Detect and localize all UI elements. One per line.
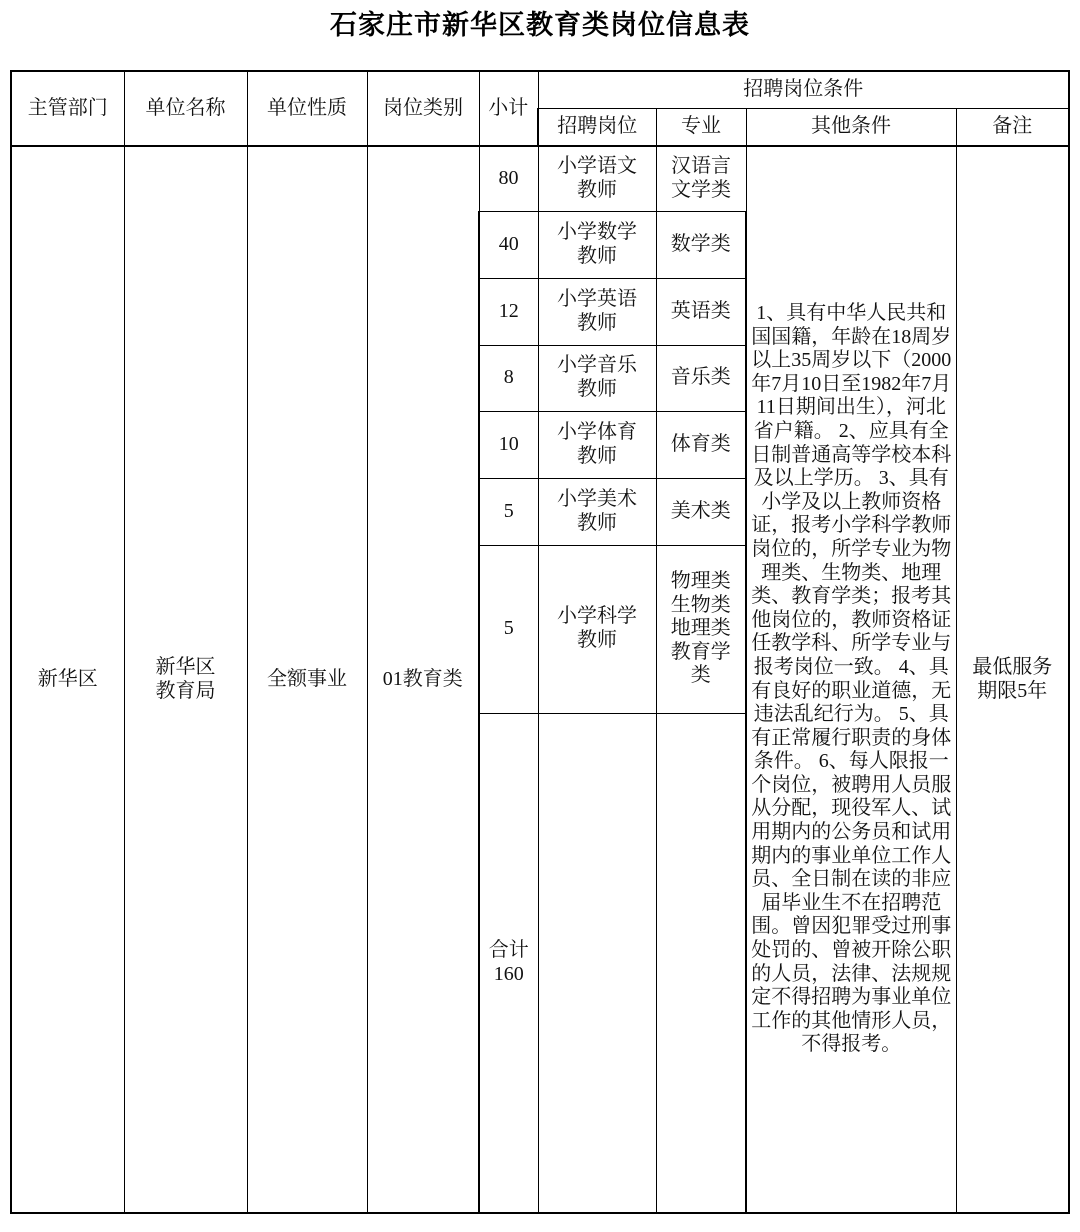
cell-subtotal: 5 — [479, 478, 538, 545]
cell-post-line2: 教师 — [577, 629, 617, 651]
cell-major-line4: 教育学 — [670, 640, 731, 663]
cell-subtotal: 40 — [479, 211, 538, 278]
page-title: 石家庄市新华区教育类岗位信息表 — [330, 10, 750, 40]
cell-major-line1: 物理类 — [670, 570, 731, 593]
cell-post-line1: 小学体育 — [557, 420, 637, 443]
cell-post-line1: 小学语文 — [557, 155, 637, 178]
header-post: 招聘岗位 — [538, 109, 656, 147]
cell-subtotal: 8 — [479, 345, 538, 411]
cell-post-line1: 小学数学 — [557, 220, 637, 243]
cell-major-line3: 地理类 — [670, 617, 731, 640]
cell-post-line1: 小学音乐 — [557, 354, 637, 377]
total-label: 合计 — [488, 939, 529, 962]
table-header — [11, 71, 1069, 146]
cell-major-line1: 汉语言 — [671, 155, 731, 178]
cell-remark — [956, 146, 1069, 1213]
header-other-conditions: 其他条件 — [746, 109, 956, 147]
cell-post-line2: 教师 — [577, 444, 617, 467]
header-nature: 单位性质 — [247, 71, 367, 146]
cell-post-line2: 教师 — [577, 378, 617, 400]
cell-major: 体育类 — [656, 411, 746, 478]
cell-major — [656, 146, 746, 211]
cell-dept: 新华区 — [11, 146, 124, 1213]
cell-unit — [124, 146, 247, 1213]
cell-post-line2: 教师 — [577, 311, 617, 334]
cell-major-line2: 文学类 — [671, 178, 731, 201]
cell-post-line1: 小学科学 — [557, 605, 637, 628]
cell-post — [538, 146, 656, 211]
cell-major-line2: 生物类 — [670, 593, 731, 616]
cell-major: 音乐类 — [656, 345, 746, 411]
cell-nature: 全额事业 — [247, 146, 367, 1213]
cell-post-line2: 教师 — [577, 178, 617, 201]
header-dept: 主管部门 — [11, 71, 124, 146]
cell-major: 美术类 — [656, 478, 746, 545]
table-row — [11, 146, 1069, 211]
cell-other-conditions: 1、具有中华人民共和国国籍，年龄在18周岁以上35周岁以下（2000年7月10日至1982年7月11日期间出生），河北省户籍。 2、应具有全日制普通高等学校本科及以上学历。 3、具有小学及以上教师资格证，报考小学科学教师岗位的，所学专业为物理类、生物类、地理类、教育学类；报考其他岗位的，教师资格证任教学科、所学专业与报考岗位一致。 4、具有良好的职业道德，无违法乱纪行为。 5、具有正常履行职责的身体条件。 6、每人限报一个岗位，被聘用人员服从分配，现役军人、试用期内的公务员和试用期内的事业单位工作人员、全日制在读的非应届毕业生不在招聘范围。曾因犯罪受过刑事处罚的、曾被开除公职的人员，法律、法规规定不得招聘为事业单位工作的其他情形人员，不得报考。 — [746, 146, 956, 1213]
job-info-table — [10, 70, 1070, 1214]
job-info-table-container — [10, 70, 1068, 1214]
cell-unit-line2: 教育局 — [155, 679, 216, 702]
cell-subtotal: 12 — [479, 278, 538, 345]
cell-subtotal: 10 — [479, 411, 538, 478]
cell-major — [656, 545, 746, 713]
cell-category: 01教育类 — [367, 146, 479, 1213]
cell-post-line2: 教师 — [577, 511, 617, 534]
cell-post-line2: 教师 — [577, 244, 617, 267]
cell-post — [538, 478, 656, 545]
table-body — [11, 146, 1069, 1213]
cell-major-line5: 类 — [690, 664, 711, 687]
cell-post-empty — [538, 713, 656, 1213]
cell-subtotal: 80 — [479, 146, 538, 211]
header-group-conditions: 招聘岗位条件 — [538, 71, 1069, 109]
cell-post — [538, 278, 656, 345]
cell-unit-line1: 新华区 — [155, 655, 216, 678]
cell-major: 英语类 — [656, 278, 746, 345]
header-major: 专业 — [656, 109, 746, 147]
cell-major-empty — [656, 713, 746, 1213]
cell-total — [479, 713, 538, 1213]
table-header-row-1 — [11, 71, 1069, 109]
header-subtotal: 小计 — [479, 71, 538, 146]
cell-subtotal: 5 — [479, 545, 538, 713]
cell-post — [538, 345, 656, 411]
header-remark: 备注 — [956, 109, 1069, 147]
header-category: 岗位类别 — [367, 71, 479, 146]
total-value: 160 — [493, 962, 524, 985]
cell-post — [538, 545, 656, 713]
cell-remark-line1: 最低服务 — [972, 655, 1053, 678]
cell-major: 数学类 — [656, 211, 746, 278]
cell-remark-line2: 期限5年 — [977, 679, 1048, 702]
cell-post-line1: 小学美术 — [557, 487, 637, 510]
cell-post-line1: 小学英语 — [557, 287, 637, 310]
cell-post — [538, 411, 656, 478]
cell-post — [538, 211, 656, 278]
header-unit: 单位名称 — [124, 71, 247, 146]
